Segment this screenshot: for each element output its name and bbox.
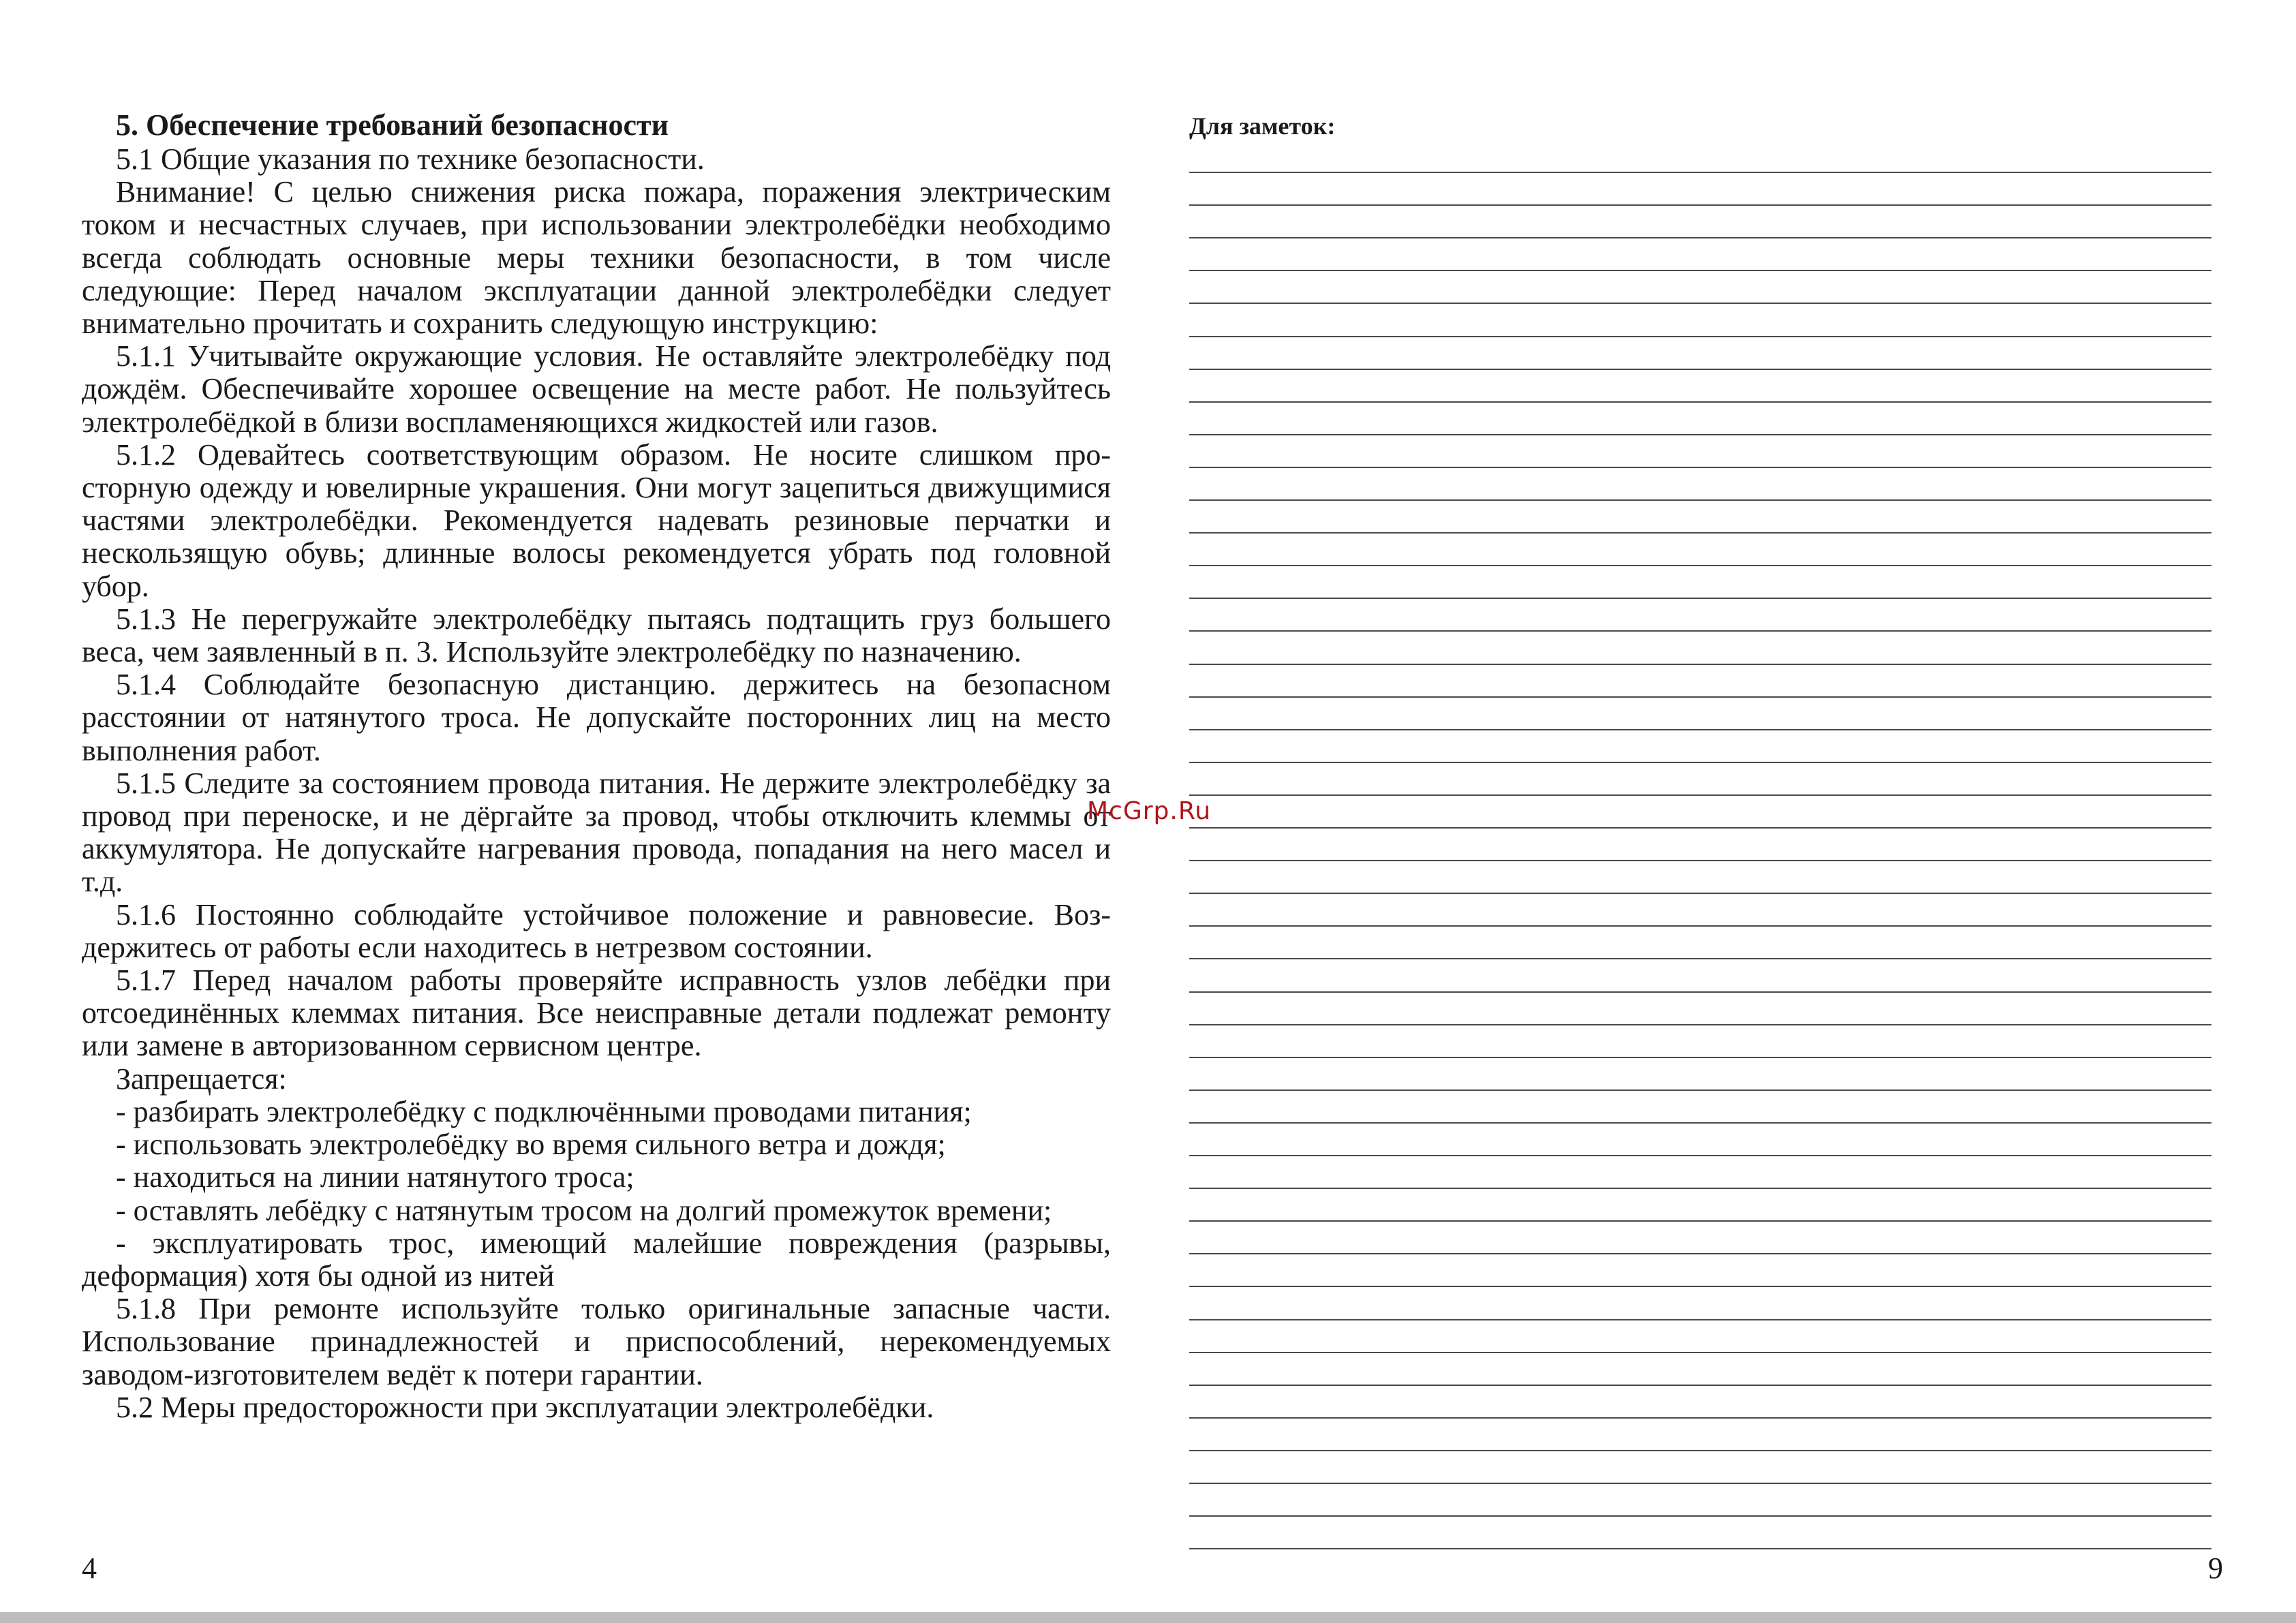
notes-line <box>1189 1385 2211 1386</box>
paragraph: 5.1.6 Постоянно соблюдайте устойчивое положение и равновесие. Воздержитесь от работы если находитесь в нетрезвом состоянии. <box>82 897 1111 964</box>
notes-line <box>1189 467 2211 468</box>
paragraph: 5.1.2 Одевайтесь соответствующим образом. Не носите слишком просторную одежду и ювелирные украшения. Они могут зацепиться движущимися частями электролебёдки. Рекомендуется надевать резиновые перчатки и нескользящую обувь; длинные волосы рекомендуется убрать под головной убор. <box>82 437 1111 603</box>
notes-line <box>1189 729 2211 730</box>
notes-line <box>1189 794 2211 796</box>
notes-line <box>1189 1548 2211 1549</box>
list-item: - разбирать электролебёдку с подключёнными проводами питания; <box>116 1094 972 1128</box>
notes-line <box>1189 958 2211 959</box>
paragraph: 5.1.8 При ремонте используйте только оригинальные запасные части. Использование принадлежностей и приспособлений, нерекомендуемых заводом-изготовителем ведёт к потери гарантии. <box>82 1292 1111 1391</box>
notes-line <box>1189 1089 2211 1091</box>
notes-line <box>1189 336 2211 337</box>
list-item: - оставлять лебёдку с натянутым тросом на долгий промежуток времени; <box>116 1193 1052 1227</box>
left-page <box>82 109 1111 1424</box>
page-number-right: 9 <box>2208 1551 2223 1585</box>
section-heading: 5. Обеспечение требований безопасности <box>116 108 669 142</box>
notes-line <box>1189 664 2211 665</box>
notes-line <box>1189 532 2211 534</box>
notes-line <box>1189 1155 2211 1156</box>
notes-line <box>1189 499 2211 501</box>
notes-line <box>1189 1024 2211 1025</box>
notes-line <box>1189 434 2211 435</box>
notes-line <box>1189 630 2211 632</box>
notes-line <box>1189 893 2211 894</box>
paragraph: 5.1.5 Следите за состоянием провода питания. Не держите электролебёдку за провод при переноске, и не дёргайте за провод, чтобы отключить клеммы от аккумулятора. Не допускайте нагревания провода, попадания на него масел и т.д. <box>82 766 1111 899</box>
notes-line <box>1189 925 2211 927</box>
paragraph: Внимание! С целью снижения риска пожара, поражения электрическим током и несчастных случаев, при использовании электролебёдки необходимо всегда соблюдать основные меры техники безопасности, в том числе следующие: Перед началом эксплуатации данной электролебёдки следует внимательно прочитать и сохранить следующую инструкцию: <box>82 175 1111 341</box>
notes-line <box>1189 1515 2211 1517</box>
paragraph: 5.1 Общие указания по технике безопасности. <box>116 142 705 176</box>
paragraph: 5.1.7 Перед началом работы проверяйте исправность узлов лебёдки при отсоединённых клеммах питания. Все неисправные детали подлежат ремонту или замене в авторизованном сервисном центре. <box>82 963 1111 1063</box>
notes-line <box>1189 827 2211 829</box>
notes-line <box>1189 401 2211 403</box>
notes-line <box>1189 1319 2211 1320</box>
notes-line <box>1189 1253 2211 1254</box>
list-item: - находиться на линии натянутого троса; <box>116 1160 634 1194</box>
notes-line <box>1189 270 2211 271</box>
notes-line <box>1189 369 2211 370</box>
bottom-edge <box>0 1612 2296 1623</box>
notes-line <box>1189 303 2211 304</box>
notes-line <box>1189 1417 2211 1419</box>
notes-line <box>1189 598 2211 599</box>
right-page <box>1189 112 2211 153</box>
paragraph: 5.2 Меры предосторожности при эксплуатации электролебёдки. <box>116 1390 934 1424</box>
list-item: - использовать электролебёдку во время сильного ветра и дождя; <box>116 1128 946 1162</box>
notes-title: Для заметок: <box>1189 112 1336 140</box>
notes-line <box>1189 991 2211 993</box>
paragraph: Запрещается: <box>116 1062 287 1096</box>
notes-line <box>1189 204 2211 206</box>
list-item: - эксплуатировать трос, имеющий малейшие повреждения (разрывы, деформация) хотя бы одной из нитей <box>82 1226 1111 1293</box>
paragraph: 5.1.3 Не перегружайте электролебёдку пытаясь подтащить груз большего веса, чем заявленный в п. 3. Используйте электролебёдку по назначению. <box>82 602 1111 669</box>
notes-line <box>1189 860 2211 861</box>
notes-line <box>1189 172 2211 173</box>
notes-line <box>1189 1286 2211 1287</box>
notes-line <box>1189 1122 2211 1124</box>
notes-line <box>1189 1352 2211 1353</box>
notes-line <box>1189 1220 2211 1222</box>
paragraph: 5.1.1 Учитывайте окружающие условия. Не оставляйте электролебёдку под дождём. Обеспечивайте хорошее освещение на месте работ. Не пользуйтесь электролебёдкой в близи воспламеняющихся жидкостей или газов. <box>82 339 1111 439</box>
notes-line <box>1189 1188 2211 1189</box>
page-number-left: 4 <box>82 1551 97 1585</box>
notes-line <box>1189 237 2211 238</box>
paragraph: 5.1.4 Соблюдайте безопасную дистанцию. держитесь на безопасном расстоянии от натянутого троса. Не допускайте посторонних лиц на место выполнения работ. <box>82 668 1111 767</box>
notes-line <box>1189 1450 2211 1451</box>
watermark: McGrp.Ru <box>1087 797 1212 825</box>
notes-line <box>1189 565 2211 566</box>
notes-line <box>1189 1057 2211 1058</box>
notes-line <box>1189 1483 2211 1484</box>
notes-line <box>1189 696 2211 698</box>
notes-line <box>1189 762 2211 763</box>
